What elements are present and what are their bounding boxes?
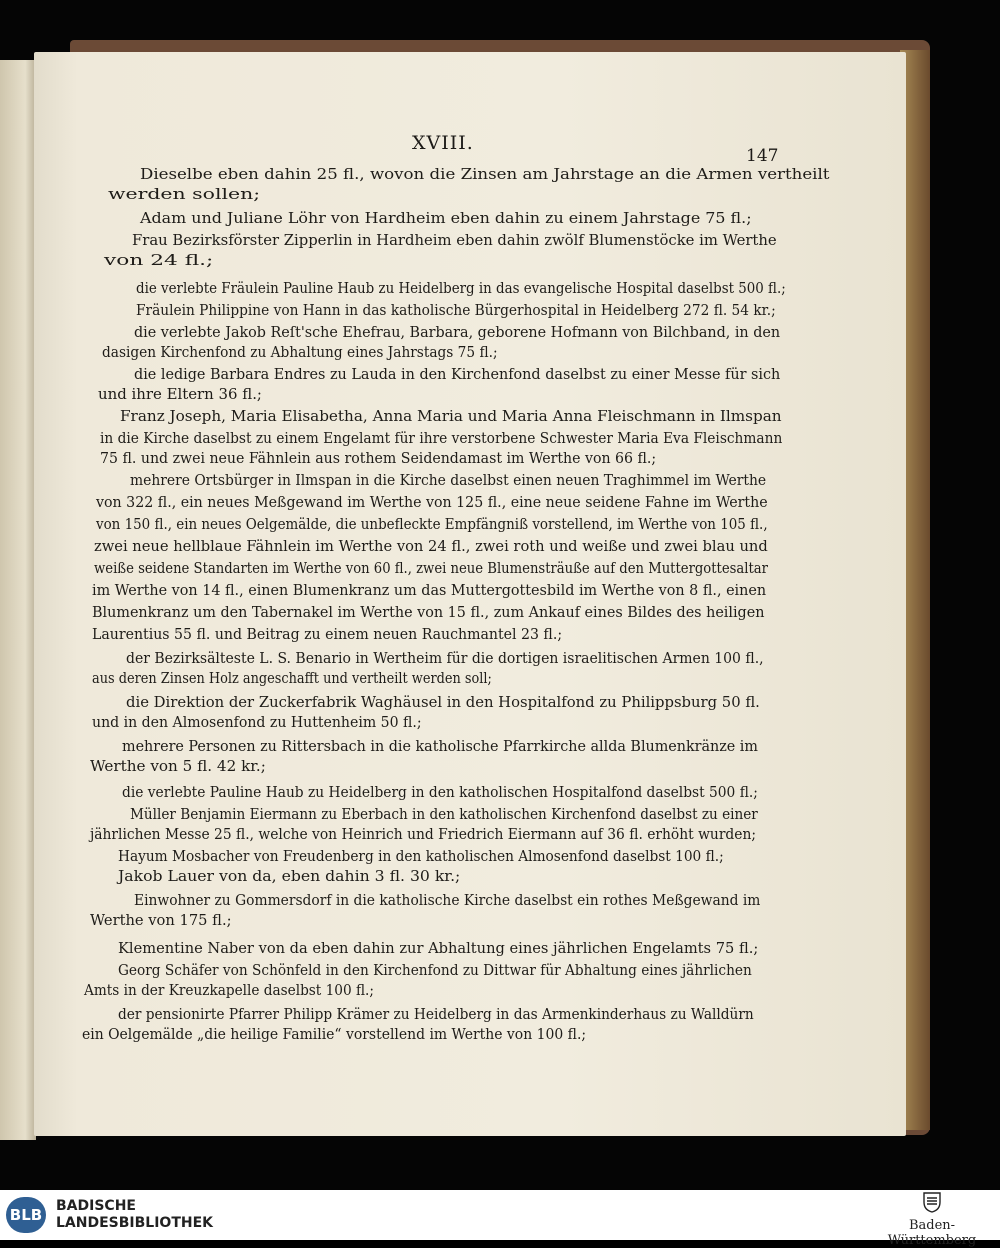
text-line: von 150 fl., ein neues Oelgemälde, die unbefleckte Empfängniß vorstellend, im Werthe von 105 fl., (96, 515, 768, 533)
page-number: 147 (746, 146, 779, 166)
text-line: 75 fl. und zwei neue Fähnlein aus rothem Seidendamast im Werthe von 66 fl.; (100, 449, 657, 467)
text-line: die verlebte Pauline Haub zu Heidelberg in den katholischen Hospitalfond daselbst 500 fl.; (122, 783, 758, 801)
text-line: Blumenkranz um den Tabernakel im Werthe von 15 fl., zum Ankauf eines Bildes des heiligen (92, 603, 765, 621)
text-line: Amts in der Kreuzkapelle daselbst 100 fl.; (84, 981, 374, 999)
text-line: Werthe von 175 fl.; (90, 911, 232, 929)
text-line: werden sollen; (108, 185, 261, 203)
text-line: ein Oelgemälde „die heilige Familie“ vorstellend im Werthe von 100 fl.; (82, 1025, 587, 1043)
text-line: die verlebte Jakob Reſt'sche Ehefrau, Barbara, geborene Hofmann von Bilchband, in den (134, 323, 781, 341)
text-line: Müller Benjamin Eiermann zu Eberbach in den katholischen Kirchenfond daselbst zu einer (130, 805, 758, 823)
blb-logo: BLB (6, 1197, 46, 1233)
text-line: und in den Almosenfond zu Huttenheim 50 fl.; (92, 713, 422, 731)
text-line: in die Kirche daselbst zu einem Engelamt für ihre verstorbene Schwester Maria Eva Fleischmann (100, 429, 783, 447)
text-line: dasigen Kirchenfond zu Abhaltung eines Jahrstags 75 fl.; (102, 343, 498, 361)
text-line: die Direktion der Zuckerfabrik Waghäusel in den Hospitalfond zu Philippsburg 50 fl. (126, 693, 760, 711)
text-line: Jakob Lauer von da, eben dahin 3 fl. 30 kr.; (118, 867, 461, 885)
library-name-line1: BADISCHE (56, 1198, 136, 1214)
section-heading: XVIII. (412, 132, 474, 154)
text-line: Klementine Naber von da eben dahin zur Abhaltung eines jährlichen Engelamts 75 fl.; (118, 939, 759, 957)
text-line: Hayum Mosbacher von Freudenberg in den katholischen Almosenfond daselbst 100 fl.; (118, 847, 724, 865)
text-line: von 24 fl.; (104, 251, 214, 269)
text-line: Laurentius 55 fl. und Beitrag zu einem neuen Rauchmantel 23 fl.; (92, 625, 563, 643)
text-line: mehrere Personen zu Rittersbach in die katholische Pfarrkirche allda Blumenkränze im (122, 737, 758, 755)
text-line: Georg Schäfer von Schönfeld in den Kirchenfond zu Dittwar für Abhaltung eines jährlichen (118, 961, 752, 979)
text-line: Einwohner zu Gommersdorf in die katholische Kirche daselbst ein rothes Meßgewand im (134, 891, 761, 909)
library-name-line2: LANDESBIBLIOTHEK (56, 1215, 214, 1231)
text-line: Dieselbe eben dahin 25 fl., wovon die Zinsen am Jahrstage an die Armen vertheilt (140, 165, 830, 183)
coat-of-arms-icon (922, 1191, 942, 1213)
text-line: die verlebte Fräulein Pauline Haub zu Heidelberg in das evangelische Hospital daselbst 500 fl.; (136, 279, 786, 297)
text-line: die ledige Barbara Endres zu Lauda in den Kirchenfond daselbst zu einer Messe für sich (134, 365, 781, 383)
text-line: jährlichen Messe 25 fl., welche von Heinrich und Friedrich Eiermann auf 36 fl. erhöht wurden; (90, 825, 757, 843)
text-line: Franz Joseph, Maria Elisabetha, Anna Maria und Maria Anna Fleischmann in Ilmspan (120, 407, 782, 425)
text-line: mehrere Ortsbürger in Ilmspan in die Kirche daselbst einen neuen Traghimmel im Werthe (130, 471, 767, 489)
text-line: und ihre Eltern 36 fl.; (98, 385, 262, 403)
text-line: Frau Bezirksförster Zipperlin in Hardheim eben dahin zwölf Blumenstöcke im Werthe (132, 231, 777, 249)
text-line: von 322 fl., ein neues Meßgewand im Werthe von 125 fl., eine neue seidene Fahne im Werthe (96, 493, 768, 511)
state-logo (872, 1190, 992, 1248)
library-name (56, 1198, 213, 1232)
text-line: im Werthe von 14 fl., einen Blumenkranz um das Muttergottesbild im Werthe von 8 fl., einen (92, 581, 767, 599)
left-page-edge (0, 60, 36, 1140)
text-line: der pensionirte Pfarrer Philipp Krämer zu Heidelberg in das Armenkinderhaus zu Walldürn (118, 1005, 754, 1023)
text-line: Adam und Juliane Löhr von Hardheim eben dahin zu einem Jahrstage 75 fl.; (140, 209, 752, 227)
text-line: Werthe von 5 fl. 42 kr.; (90, 757, 266, 775)
text-line: Fräulein Philippine von Hann in das katholische Bürgerhospital in Heidelberg 272 fl. 54 kr.; (136, 301, 776, 319)
text-line: der Bezirksälteste L. S. Benario in Wertheim für die dortigen israelitischen Armen 100 fl., (126, 649, 764, 667)
text-line: zwei neue hellblaue Fähnlein im Werthe von 24 fl., zwei roth und weiße und zwei blau und (94, 537, 768, 555)
state-label: Baden-Württemberg (887, 1218, 977, 1248)
text-line: aus deren Zinsen Holz angeschafft und vertheilt werden soll; (92, 669, 492, 687)
text-line: weiße seidene Standarten im Werthe von 60 fl., zwei neue Blumensträuße auf den Muttergottesaltar (94, 559, 768, 577)
footer-bar (0, 1190, 1000, 1248)
